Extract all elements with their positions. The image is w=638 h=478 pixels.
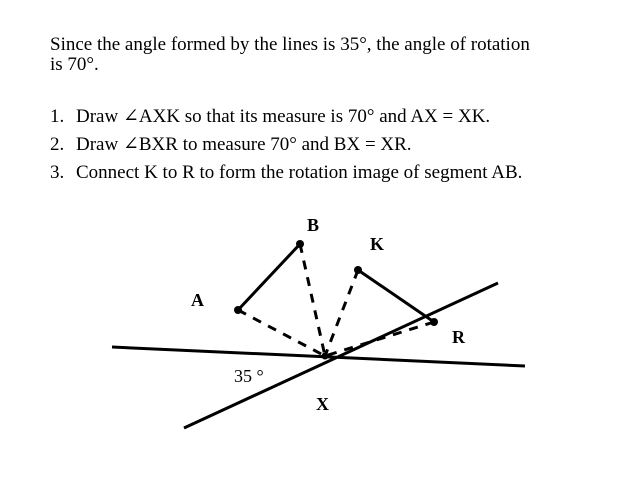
label-x: X [316, 394, 329, 414]
label-b: B [307, 215, 320, 235]
step-2-text: Draw ∠BXR to measure 70° and BX = XR. [76, 134, 412, 155]
horizontal-line [112, 347, 525, 366]
dashed-bx [300, 244, 325, 356]
label-r: R [452, 327, 465, 347]
point-x-dot [322, 353, 329, 360]
step-3-text: Connect K to R to form the rotation image of segment AB. [76, 162, 523, 183]
slanted-line [184, 283, 498, 428]
step-1-text: Draw ∠AXK so that its measure is 70° and AX = XK. [76, 106, 491, 127]
intro-line-2: is 70°. [50, 54, 99, 75]
point-k-dot [354, 266, 362, 274]
label-k: K [370, 234, 385, 254]
step-2-number: 2. [50, 134, 65, 155]
segment-kr [358, 270, 434, 322]
dashed-kx [325, 270, 358, 356]
angle-label: 35 ° [234, 366, 264, 386]
point-b-dot [296, 240, 304, 248]
label-a: A [191, 290, 204, 310]
step-1-number: 1. [50, 106, 65, 127]
intro-line-1: Since the angle formed by the lines is 35°, the angle of rotation [50, 34, 530, 55]
point-r-dot [430, 318, 438, 326]
segment-ab [238, 244, 300, 310]
point-a-dot [234, 306, 242, 314]
dashed-ax [238, 310, 325, 356]
dashed-rx [325, 322, 434, 356]
step-3-number: 3. [50, 162, 65, 183]
